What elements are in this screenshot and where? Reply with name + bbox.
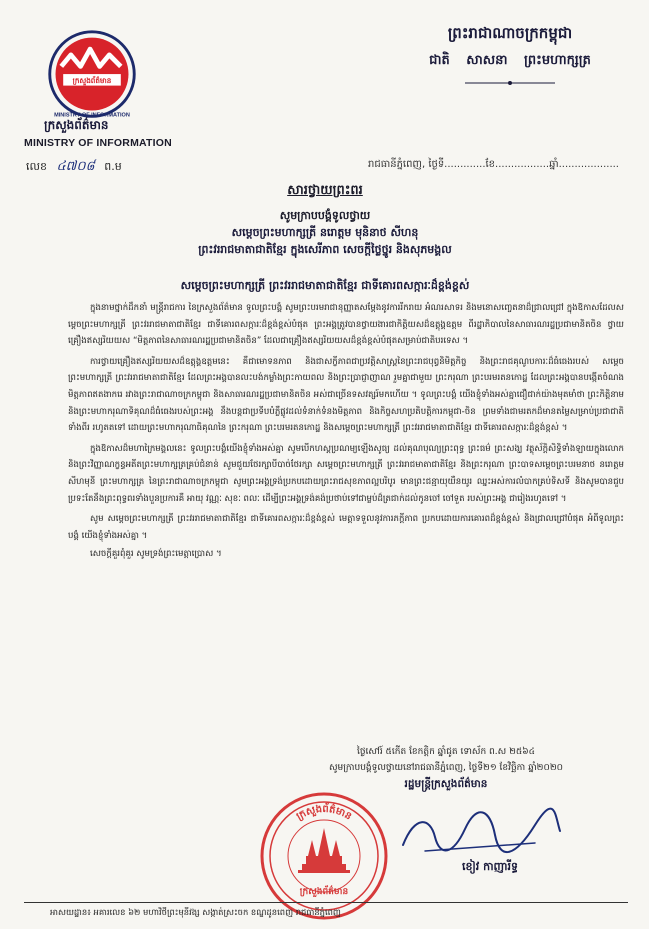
logo-band-text: ក្រសួងព័ត៌មាន: [72, 76, 112, 86]
addressee-line-1: សូមក្រាបបង្គំទូលថ្វាយ: [279, 209, 371, 222]
seal-ring-text: ក្រសួងព័ត៌មាន: [294, 803, 354, 823]
footer-address: អាសយដ្ឋាន៖ អគារលេខ ៦២ មហាវិថីព្រះមុនីវង្ស សង្កាត់ស្រះចក ខណ្ឌដូនពេញ រាជធានីភ្នំពេញ: [50, 907, 341, 917]
letter-body: [68, 300, 624, 565]
footer-divider: [24, 902, 628, 903]
date-block: [266, 744, 626, 792]
ref-number: ៤៧០៨: [56, 159, 95, 174]
salutation: សម្តេចព្រះមហាក្សត្រី ព្រះវររាជមាតាជាតិខ្មែរ ជាទីគោរពសក្ការៈដ៏ខ្ពង់ខ្ពស់: [180, 279, 470, 292]
national-motto: ជាតិ សាសនា ព្រះមហាក្សត្រ: [429, 53, 591, 68]
lunar-date: ថ្ងៃសៅរ៍ ៥កើត ខែកត្តិក ឆ្នាំជូត ទោស័ក ព.ស ២៥៦៤: [356, 747, 535, 757]
kingdom-header: [410, 24, 610, 90]
date-line: រាជធានីភ្នំពេញ, ថ្ងៃទី.............ខែ.................ឆ្នាំ...................: [368, 159, 619, 170]
signatory-role: រដ្ឋមន្ត្រីក្រសួងព័ត៌មាន: [404, 778, 488, 790]
ornament-divider: [465, 80, 555, 86]
paragraph-5: សេចក្តីគួរពុំគួរ សូមទ្រង់ព្រះមេត្តាប្រោស ។: [90, 549, 222, 560]
ministry-name-english: MINISTRY OF INFORMATION: [24, 137, 172, 149]
seal-bottom-text: ក្រសួងព័ត៌មាន: [299, 887, 349, 897]
addressee-line-2: សម្តេចព្រះមហាក្សត្រី នរោត្តម មុនិនាថ សីហនុ: [231, 226, 419, 239]
paragraph-4: សូម សម្តេចព្រះមហាក្សត្រី ព្រះវររាជមាតាជាតិខ្មែរ ជាទីគោរពសក្ការៈដ៏ខ្ពង់ខ្ពស់ មេត្តាទទួលនូវការភក្តីភាព ប្រកបដោយការគោរពដ៏ខ្ពង់ខ្ពស់ និងជ្រាលជ្រៅបំផុត អំពីទូលព្រះបង្គំ យើងខ្ញុំទាំងអស់គ្នា ។: [68, 514, 624, 541]
addressee-line-3: ព្រះវររាជមាតាជាតិខ្មែរ ក្នុងសេរីភាព សេចក្តីថ្លៃថ្នូរ និងសុភមង្គល: [198, 243, 452, 256]
ref-label: លេខ: [26, 160, 47, 173]
kingdom-title: ព្រះរាជាណាចក្រកម្ពុជា: [447, 24, 573, 42]
signatory-name: ខៀវ កាញារីទ្ធ: [462, 860, 518, 873]
paragraph-1: ក្នុងនាមថ្នាក់ដឹកនាំ មន្ត្រីរាជការ នៃក្រសួងព័ត៌មាន ទូលព្រះបង្គំ សូមព្រះបរមរាជានុញ្ញាតសម្តែងនូវការរីករាយ អំណរសាទរ និងមនោសញ្ចេតនាដ៏ជ្រាលជ្រៅ ក្នុងឱកាសដែលសម្តេចព្រះមហាក្សត្រី ព្រះវររាជមាតាជាតិខ្មែរ ជាទីគោរពសក្ការៈដ៏ខ្ពង់ខ្ពស់បំផុត ព្រះអង្គត្រូវបានថ្វាយងារជាកិត្តិយសដ៏ឧត្តុង្គឧត្តម ពីរដ្ឋាភិបាលនៃសាធារណរដ្ឋប្រជាមានិតចិន ថ្វាយគ្រឿងឥស្សរិយយស “មិត្តភាពនៃសាធារណរដ្ឋប្រជាមានិតចិន” ដែលជាគ្រឿងឥស្សរិយយសដ៏ខ្ពង់ខ្ពស់បំផុតសម្រាប់ជាតិបរទេស ។: [68, 303, 624, 347]
paragraph-3: ក្នុងឱកាសដ៏មហាក្រៃមង្គលនេះ ទូលព្រះបង្គំយើងខ្ញុំទាំងអស់គ្នា សូមបើកហស្តប្រណម្យឡើងសូធ្យ ដល់គុណបុណ្យព្រះពុទ្ធ ព្រះធម៌ ព្រះសង្ឃ វត្ថុស័ក្តិសិទ្ធិទាំងឡាយក្នុងលោក និងព្រះវិញ្ញាណក្ខន្ធអតីតព្រះមហាក្សត្រគ្រប់ជំនាន់ សូមជួយថែរក្សាបីបាច់ថែរក្សា សម្តេចព្រះមហាក្សត្រី ព្រះវររាជមាតាជាតិខ្មែរ និងព្រះករុណា ព្រះបាទសម្តេចព្រះបរមនាថ នរោត្តម សីហមុនី ព្រះមហាក្សត្រ នៃព្រះរាជាណាចក្រកម្ពុជា សូមព្រះអង្គទ្រង់ប្រកបដោយព្រះរាជសុខភាពល្អបរិបូរ មានព្រះជន្មាយុយឺនយូរ ឈ្នះអស់ការលំបាកគ្រប់ទិសទី និងសូមបានជួបប្រទះតែនឹងព្រះពុទ្ធពរទាំងបួនប្រការគឺ អាយុ វណ្ណៈ សុខៈ ពលៈ ដើម្បីព្រះអង្គទ្រង់គង់ប្រថាប់ទៅជាម្លប់ដ៏ត្រជាក់ដល់កូនចៅ ចៅទួត របស់ព្រះអង្គ ជារៀងរហូតទៅ ។: [68, 443, 624, 504]
ref-suffix: ព.ម: [104, 160, 122, 173]
solar-date: សូមក្រាបបង្គំទូលថ្វាយនៅរាជធានីភ្នំពេញ, ថ្ងៃទី២១ ខែវិច្ឆិកា ឆ្នាំ២០២០: [328, 763, 564, 773]
paragraph-2: ការថ្វាយគ្រឿងឥស្សរិយយសដ៏ឧត្តុង្គឧត្តមនេះ គឺជាមោទនភាព និងជាសក្ខីភាពជាប្រវត្តិសាស្ត្រនៃព្រះរាជបុព្វនិមិត្តកិច្ច និងព្រះរាជគុណូបការៈដ៏ធំធេងរបស់ សម្តេចព្រះមហាក្សត្រី ព្រះវររាជមាតាជាតិខ្មែរ ដែលព្រះអង្គបានលះបង់កម្លាំងព្រះកាយពល និងព្រះប្រាជ្ញាញាណ រួមគ្នាជាមួយ ព្រះករុណា ព្រះបរមរតនកោដ្ឋ ដែលព្រះអង្គបានបង្កើតចំណងមិត្តភាពឥតងាករេ រវាងព្រះរាជាណាចក្រកម្ពុជា និងសាធារណរដ្ឋប្រជាមានិតចិន អស់ជាច្រើនទសវត្សរ៍មកហើយ ។ ទូលព្រះបង្គំ យើងខ្ញុំទាំងអស់គ្នាជឿជាក់យ៉ាងមុតមាំថា ព្រះកិត្តិនាម និងព្រះមហាករុណាទិគុណដ៏ធំធេងរបស់ព្រះអង្គ នឹងបន្តជាប្រទីបបំភ្លឺផ្លូវដល់ទំនាក់ទំនងមិត្តភាព និងកិច្ចសហប្រតិបត្តិការកម្ពុជា-ចិន ព្រមទាំងជាមរតកដ៏មានតម្លៃសម្រាប់ប្រជាជាតិទាំងពីរ រហូតតទៅ ដោយព្រះមហាករុណាធិគុណនៃ ព្រះករុណា ព្រះបរមរតនកោដ្ឋ និងសម្តេចព្រះមហាក្សត្រី ព្រះវររាជមាតាជាតិខ្មែរ ជាទីគោរពសក្ការៈដ៏ខ្ពង់ខ្ពស់ ។: [68, 356, 624, 434]
document-title: សារថ្វាយព្រះពរ: [287, 183, 363, 198]
logo-ring-text: MINISTRY OF INFORMATION: [54, 112, 130, 119]
handwritten-signature: [395, 805, 565, 865]
svg-text:ក្រសួងព័ត៌មាន: [295, 802, 354, 823]
ministry-name-khmer: ក្រសួងព័ត៌មាន: [44, 118, 109, 132]
reference-number: [26, 158, 122, 177]
ministry-logo: [44, 28, 140, 124]
